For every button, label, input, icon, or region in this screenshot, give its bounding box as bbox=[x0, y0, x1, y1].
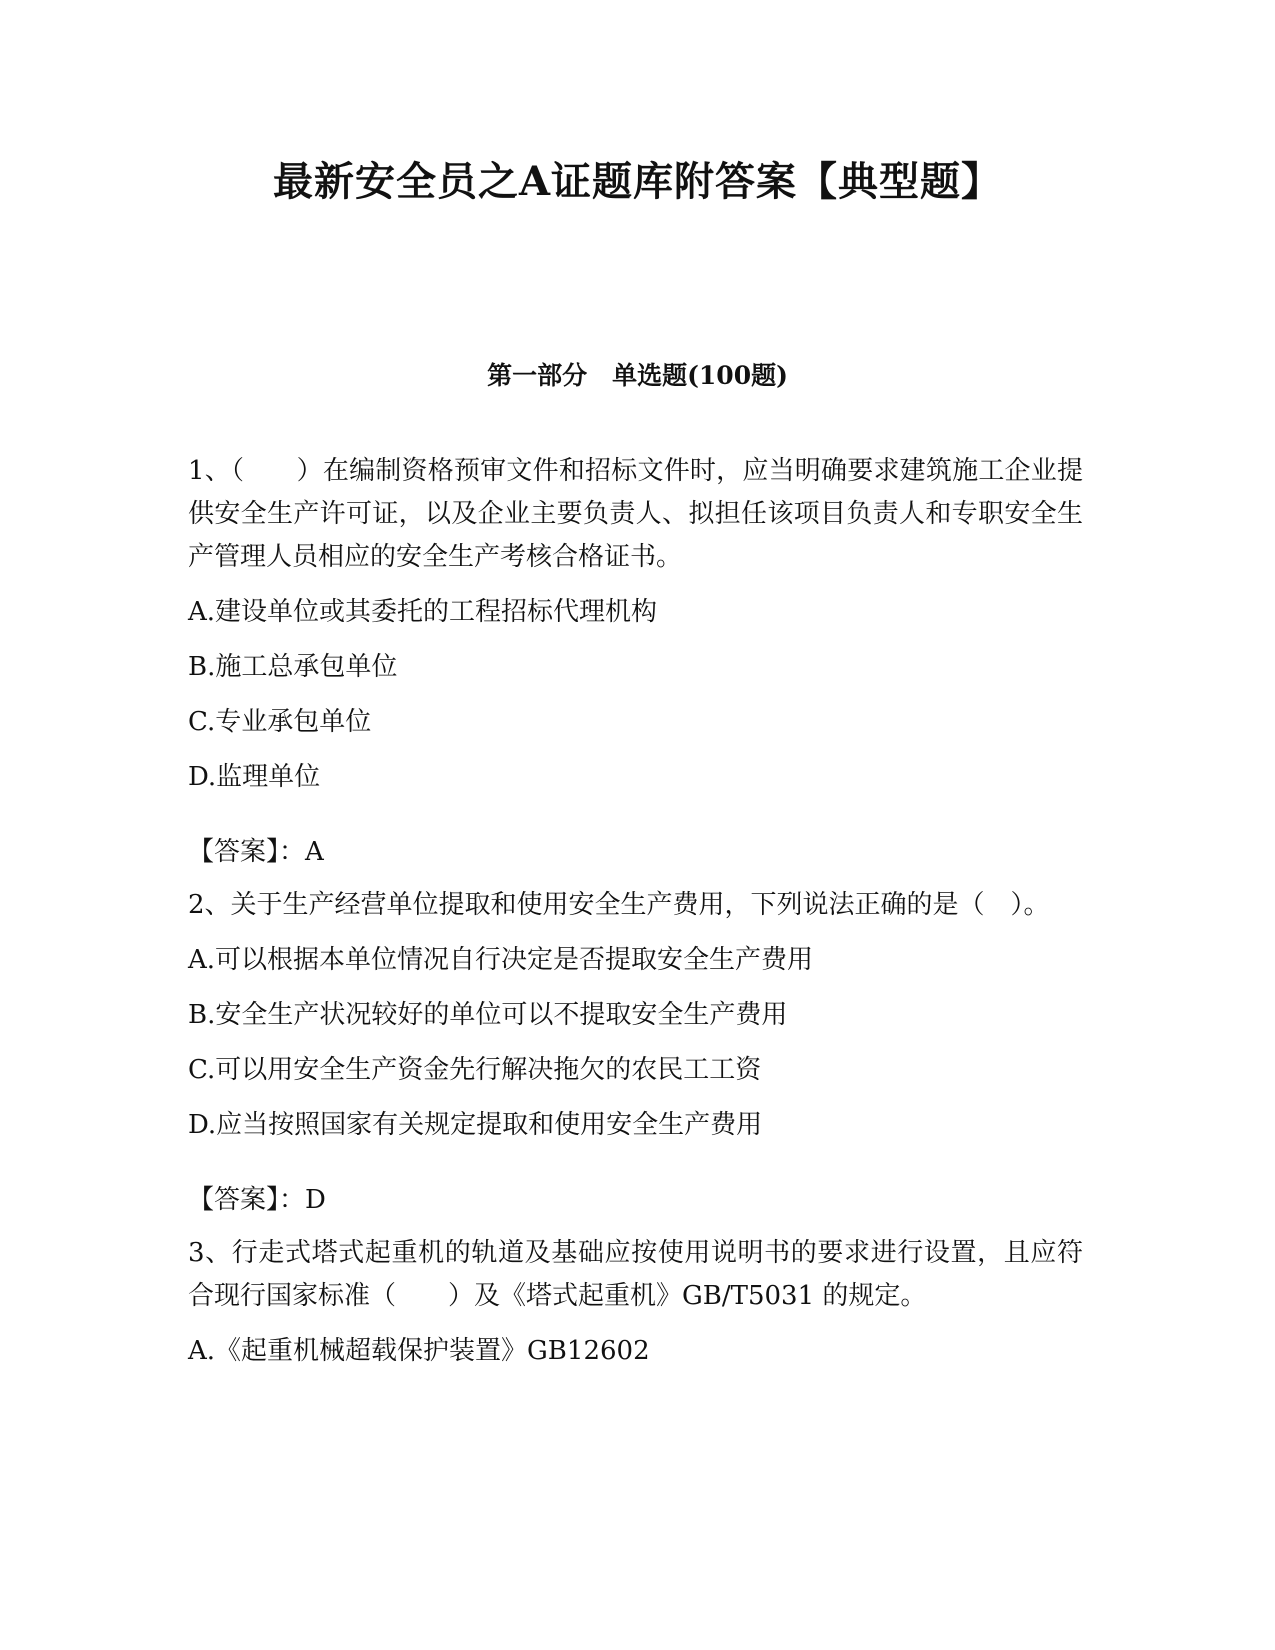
option-d: D.应当按照国家有关规定提取和使用安全生产费用 bbox=[188, 1110, 763, 1140]
answer-line: 【答案】：A bbox=[188, 837, 324, 867]
section-heading: 第一部分 单选题(100题) bbox=[487, 361, 788, 390]
option-a: A.可以根据本单位情况自行决定是否提取安全生产费用 bbox=[188, 945, 814, 975]
option-c: C.专业承包单位 bbox=[188, 707, 372, 737]
question-stem: 3、行走式塔式起重机的轨道及基础应按使用说明书的要求进行设置，且应符合现行国家标准（ ）及《塔式起重机》GB/T5031 的规定。 bbox=[188, 1238, 1083, 1311]
question-list bbox=[188, 450, 1083, 1385]
document-title: 最新安全员之A证题库附答案【典型题】 bbox=[272, 158, 1003, 205]
option-a: A.《起重机械超载保护装置》GB12602 bbox=[188, 1336, 650, 1366]
question-stem: 2、关于生产经营单位提取和使用安全生产费用，下列说法正确的是（ ）。 bbox=[188, 890, 1050, 920]
question-stem: 1、（ ）在编制资格预审文件和招标文件时，应当明确要求建筑施工企业提供安全生产许可证，以及企业主要负责人、拟担任该项目负责人和专职安全生产管理人员相应的安全生产考核合格证书。 bbox=[188, 456, 1083, 572]
question-1 bbox=[188, 450, 1083, 874]
question-3 bbox=[188, 1232, 1083, 1373]
option-b: B.施工总承包单位 bbox=[188, 652, 398, 682]
option-a: A.建设单位或其委托的工程招标代理机构 bbox=[188, 597, 658, 627]
option-d: D.监理单位 bbox=[188, 762, 321, 792]
answer-line: 【答案】：D bbox=[188, 1185, 326, 1215]
option-b: B.安全生产状况较好的单位可以不提取安全生产费用 bbox=[188, 1000, 788, 1030]
option-c: C.可以用安全生产资金先行解决拖欠的农民工工资 bbox=[188, 1055, 762, 1085]
question-2 bbox=[188, 884, 1083, 1222]
